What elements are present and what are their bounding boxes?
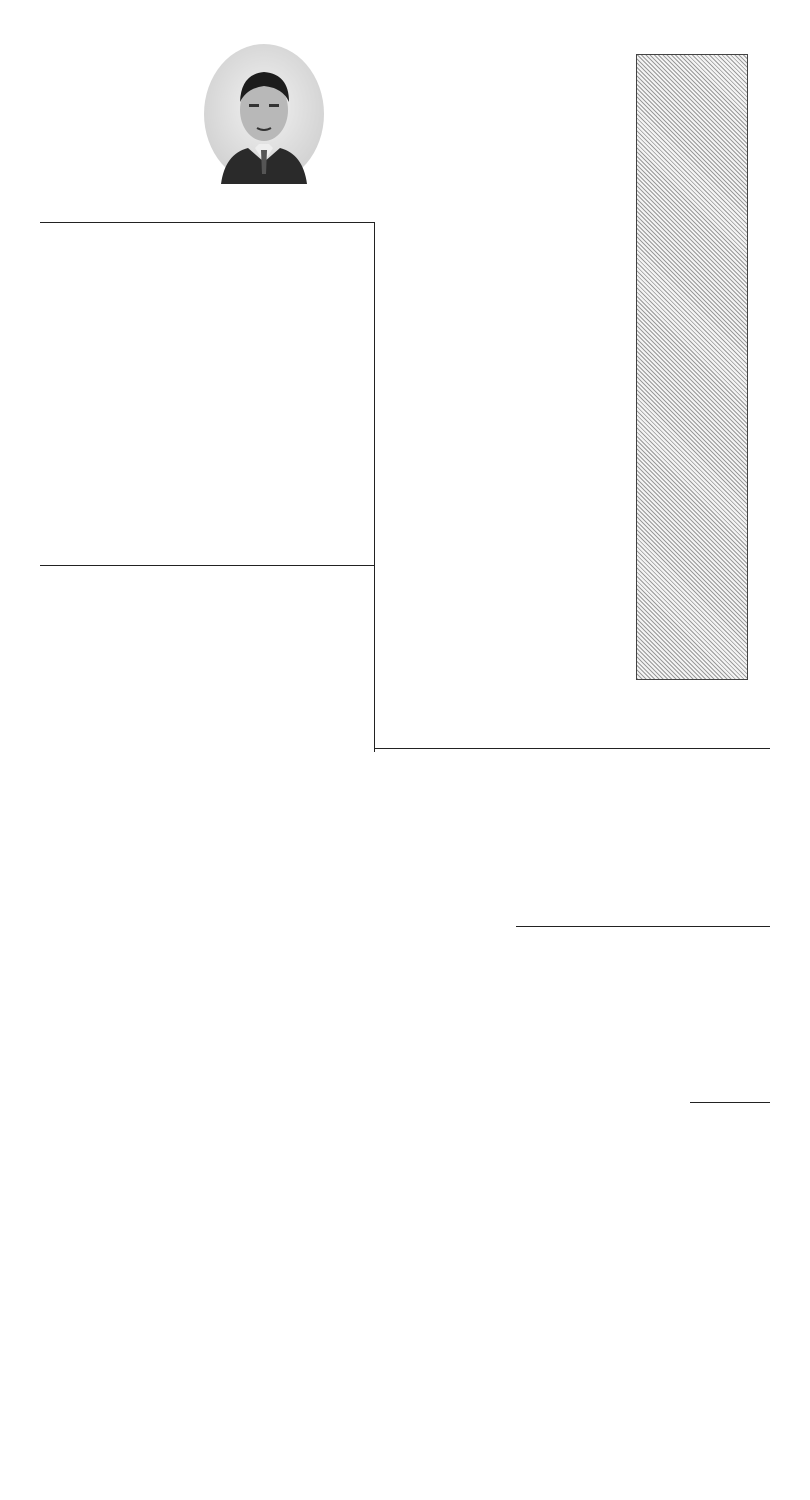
column-rule — [690, 1102, 770, 1103]
column-rule — [40, 565, 374, 566]
lead-paragraph — [378, 98, 548, 730]
article-column — [518, 930, 770, 1102]
article-column — [700, 1106, 770, 1470]
section-rule — [374, 748, 770, 749]
article-column — [320, 570, 344, 610]
column-rule — [374, 222, 375, 752]
article-column — [42, 570, 84, 742]
article-column — [112, 232, 332, 562]
section-rule — [40, 222, 374, 223]
portrait-photo — [203, 44, 325, 184]
column-rule — [516, 926, 770, 927]
subheadline — [565, 168, 627, 738]
article-column — [730, 752, 776, 924]
headline — [642, 58, 740, 674]
article-column — [518, 752, 728, 924]
